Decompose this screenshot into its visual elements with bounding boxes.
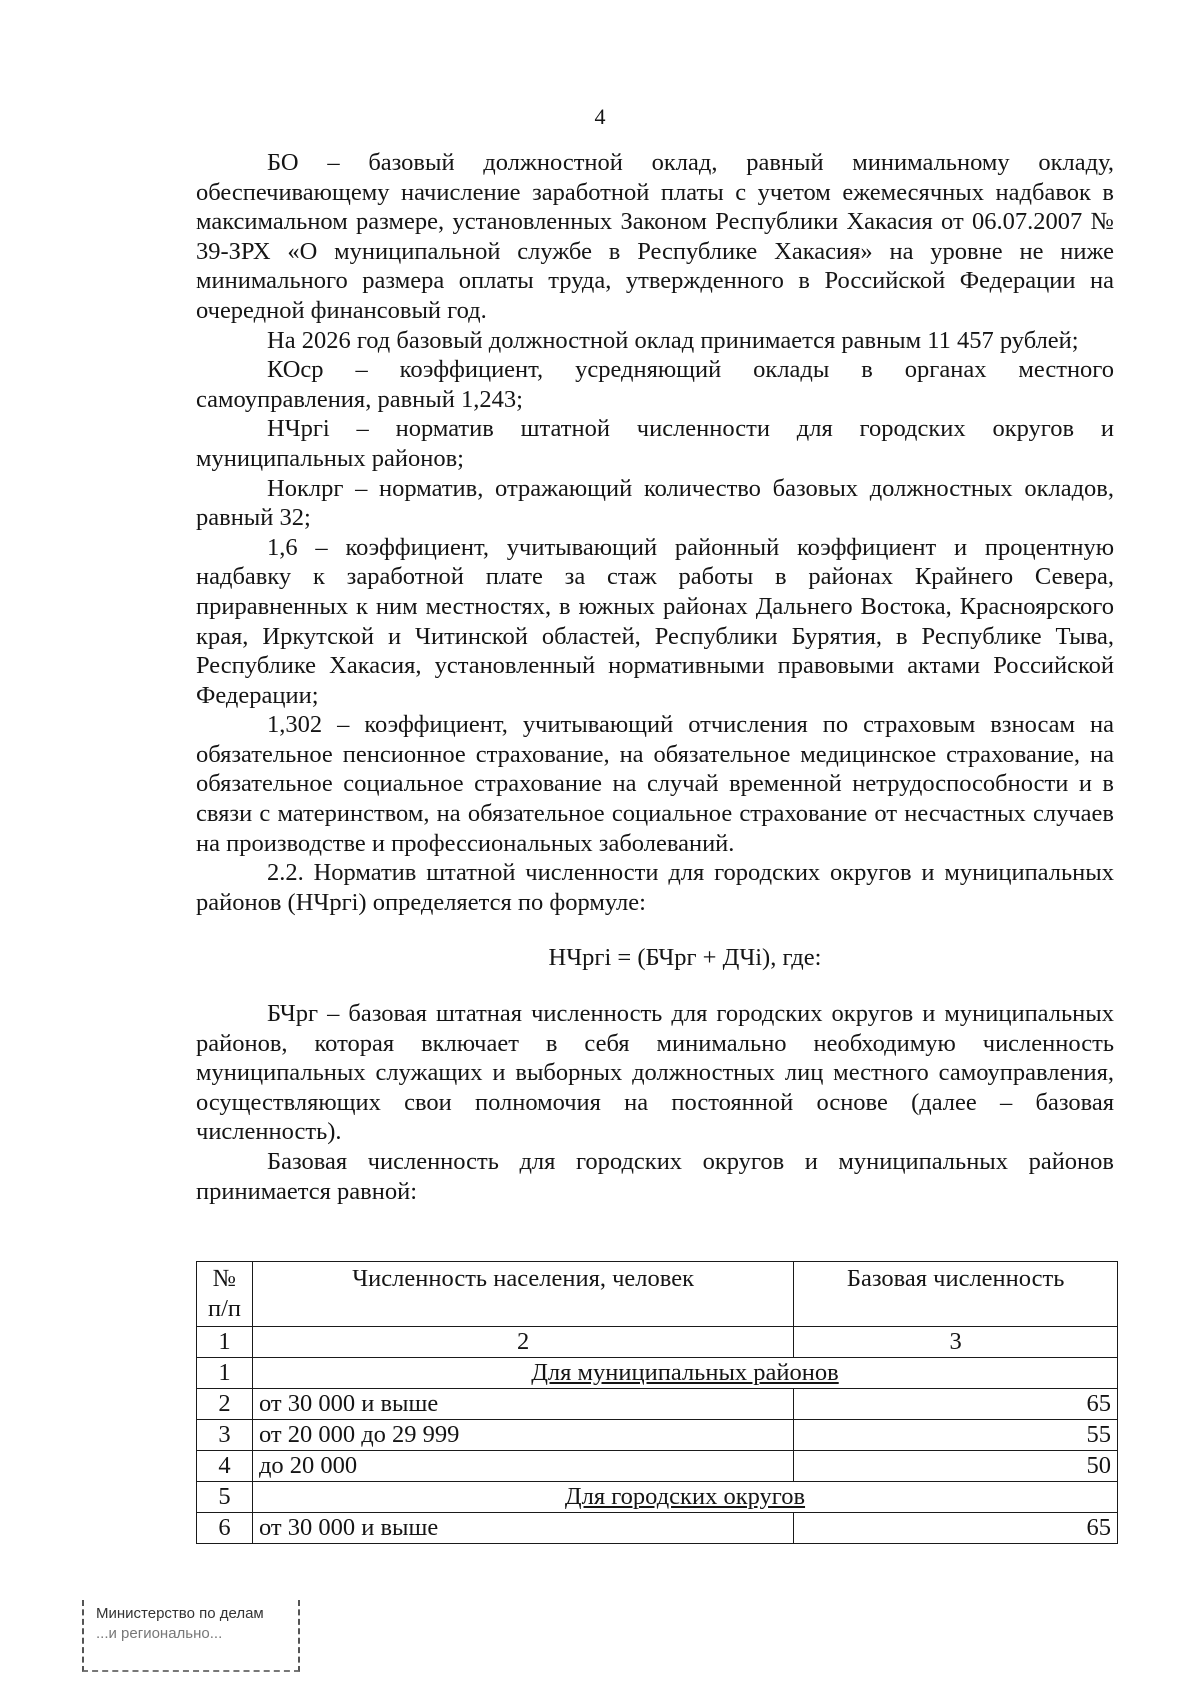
section-title: Для городских округов: [564, 1483, 806, 1510]
row-number: 6: [197, 1513, 253, 1544]
population-cell: от 20 000 до 29 999: [252, 1420, 793, 1451]
paragraph-base-count: Базовая численность для городских округов и муниципальных районов принимается равной:: [196, 1148, 1114, 1205]
population-cell: от 30 000 и выше: [252, 1513, 793, 1544]
paragraph-coef-1-6: 1,6 – коэффициент, учитывающий районный коэффициент и процентную надбавку к заработной плате за стаж работы в районах Крайнего Севера, приравненных к ним местностях, в южных районах Дальнего Востока, Красноярского края, Иркутской и Читинской областей, Республики Бурятия, в Республике Тыва, Республике Хакасия, установленный нормативными правовыми актами Российской Федерации;: [196, 533, 1114, 709]
base-count-cell: 50: [794, 1451, 1118, 1482]
table-header-row: [197, 1262, 1118, 1327]
base-staff-table: [196, 1261, 1118, 1544]
registration-stamp: [82, 1600, 300, 1672]
paragraph-noklrg: Ноклрг – норматив, отражающий количество базовых должностных окладов, равный 32;: [196, 474, 1114, 532]
table-row: [197, 1358, 1118, 1389]
row-number: 5: [197, 1482, 253, 1513]
table-row: [197, 1482, 1118, 1513]
row-number: 2: [197, 1389, 253, 1420]
formula: НЧргi = (БЧрг + ДЧi), где:: [548, 944, 822, 972]
paragraph-base-salary-2026: На 2026 год базовый должностной оклад принимается равным 11 457 рублей;: [267, 326, 1079, 354]
table-row: [197, 1451, 1118, 1482]
numbering-cell: 2: [252, 1327, 793, 1358]
header-population: Численность населения, человек: [252, 1262, 793, 1327]
population-cell: до 20 000: [252, 1451, 793, 1482]
page-number: 4: [594, 104, 606, 129]
base-count-cell: 65: [794, 1513, 1118, 1544]
stamp-line: Министерство по делам: [96, 1605, 264, 1622]
paragraph-2-2: 2.2. Норматив штатной численности для городских округов и муниципальных районов (НЧргi) определяется по формуле:: [196, 859, 1114, 916]
row-number: 3: [197, 1420, 253, 1451]
base-count-cell: 65: [794, 1389, 1118, 1420]
paragraph-bchrg: БЧрг – базовая штатная численность для городских округов и муниципальных районов, которая включает в себя минимально необходимую численность муниципальных служащих и выборных должностных лиц местного самоуправления, осуществляющих свои полномочия на постоянной основе (далее – базовая численность).: [196, 1000, 1114, 1146]
stamp-line: ...и регионально...: [96, 1625, 223, 1642]
section-header: [252, 1358, 1117, 1389]
numbering-cell: 1: [197, 1327, 253, 1358]
table-row: [197, 1420, 1118, 1451]
header-base-count: Базовая численность: [794, 1262, 1118, 1327]
paragraph-coef-1-302: 1,302 – коэффициент, учитывающий отчисления по страховым взносам на обязательное пенсионное страхование, на обязательное медицинское страхование, на обязательное социальное страхование на случай временной нетрудоспособности и в связи с материнством, на обязательное социальное страхование от несчастных случаев на производстве и профессиональных заболеваний.: [196, 711, 1114, 857]
section-header: [252, 1482, 1117, 1513]
table-numbering-row: [197, 1327, 1118, 1358]
paragraph-nchrgi: НЧргi – норматив штатной численности для городских округов и муниципальных районов;: [196, 415, 1114, 472]
base-count-cell: 55: [794, 1420, 1118, 1451]
row-number: 1: [197, 1358, 253, 1389]
population-cell: от 30 000 и выше: [252, 1389, 793, 1420]
header-number: № п/п: [197, 1262, 253, 1327]
paragraph-bo: БО – базовый должностной оклад, равный минимальному окладу, обеспечивающему начисление заработной платы с учетом ежемесячных надбавок в максимальном размере, установленных Законом Республики Хакасия от 06.07.2007 № 39-ЗРХ «О муниципальной службе в Республике Хакасия» на уровне не ниже минимального размера оплаты труда, утвержденного в Российской Федерации на очередной финансовый год.: [196, 149, 1114, 324]
table-row: [197, 1513, 1118, 1544]
numbering-cell: 3: [794, 1327, 1118, 1358]
section-title: Для муниципальных районов: [531, 1359, 839, 1386]
document-body: [196, 148, 1114, 1206]
table-row: [197, 1389, 1118, 1420]
row-number: 4: [197, 1451, 253, 1482]
paragraph-kosr: КОср – коэффициент, усредняющий оклады в органах местного самоуправления, равный 1,243;: [196, 356, 1114, 413]
